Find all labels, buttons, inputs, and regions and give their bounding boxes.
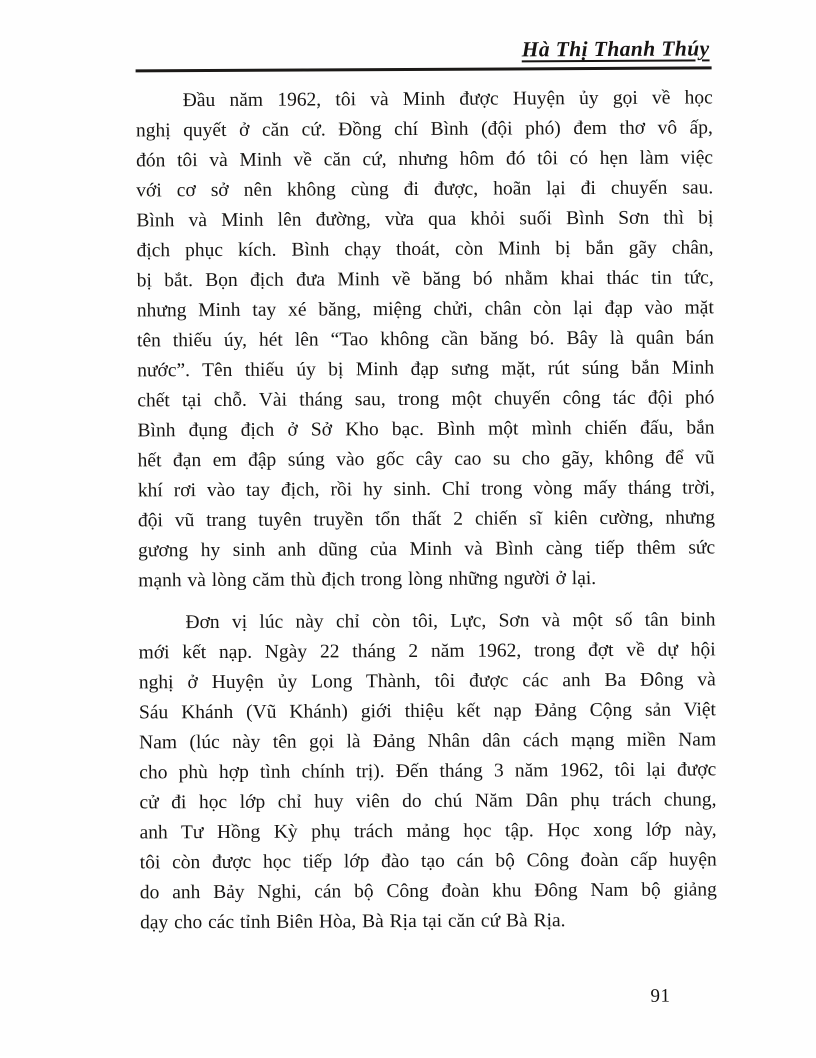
text-line: hết đạn em đập súng vào gốc cây cao su cho gãy, không để vũ <box>137 447 715 472</box>
text-line: gương hy sinh anh dũng của Minh và Bình càng tiếp thêm sức <box>138 537 716 562</box>
text-line: nhưng Minh tay xé băng, miệng chửi, chân còn lại đạp vào mặt <box>136 297 714 322</box>
paragraph <box>138 605 717 938</box>
text-line: khí rơi vào tay địch, rồi hy sinh. Chỉ trong vòng mấy tháng trời, <box>137 477 715 502</box>
text-line: nghị ở Huyện ủy Long Thành, tôi được các anh Ba Đông và <box>138 669 716 694</box>
text-line: tôi còn được học tiếp lớp đào tạo cán bộ Công đoàn cấp huyện <box>139 849 717 874</box>
running-head <box>135 36 711 72</box>
page-body <box>136 83 717 938</box>
text-line: Bình và Minh lên đường, vừa qua khỏi suối Bình Sơn thì bị <box>136 207 714 232</box>
text-line: chết tại chỗ. Vài tháng sau, trong một chuyến công tác đội phó <box>137 387 715 412</box>
text-line: với cơ sở nên không cùng đi được, hoãn lại đi chuyến sau. <box>136 177 714 202</box>
text-line: đón tôi và Minh về căn cứ, nhưng hôm đó tôi có hẹn làm việc <box>136 147 714 172</box>
text-line: Đầu năm 1962, tôi và Minh được Huyện ủy gọi về học <box>182 87 713 112</box>
text-line: mạnh và lòng căm thù địch trong lòng những người ở lại. <box>138 568 597 592</box>
text-line: nước”. Tên thiếu úy bị Minh đạp sưng mặt, rút súng bắn Minh <box>137 357 715 382</box>
text-line: mới kết nạp. Ngày 22 tháng 2 năm 1962, trong đợt về dự hội <box>138 639 716 664</box>
text-line: bị bắt. Bọn địch đưa Minh về băng bó nhằm khai thác tin tức, <box>136 267 714 292</box>
text-line: đội vũ trang tuyên truyền tổn thất 2 chiến sĩ kiên cường, nhưng <box>137 507 716 532</box>
text-line: do anh Bảy Nghi, cán bộ Công đoàn khu Đông Nam bộ giảng <box>139 879 717 904</box>
text-line: nghị quyết ở căn cứ. Đồng chí Bình (đội phó) đem thơ vô ấp, <box>135 117 713 142</box>
text-line: Bình đụng địch ở Sở Kho bạc. Bình một mình chiến đấu, bắn <box>137 417 715 442</box>
text-line: dạy cho các tỉnh Biên Hòa, Bà Rịa tại căn cứ Bà Rịa. <box>140 910 566 934</box>
text-line: cử đi học lớp chỉ huy viên do chú Năm Dân phụ trách chung, <box>139 789 717 814</box>
text-line: anh Tư Hồng Kỳ phụ trách mảng học tập. Học xong lớp này, <box>139 819 717 844</box>
page-number: 91 <box>650 985 671 1007</box>
paragraph <box>136 83 716 596</box>
text-line: tên thiếu úy, hét lên “Tao không cần băng bó. Bây là quân bán <box>136 327 715 352</box>
text-line: Đơn vị lúc này chỉ còn tôi, Lực, Sơn và một số tân binh <box>185 609 716 634</box>
running-head-author: Hà Thị Thanh Thúy <box>521 36 710 62</box>
text-line: Sáu Khánh (Vũ Khánh) giới thiệu kết nạp Đảng Cộng sản Việt <box>138 699 717 724</box>
text-line: cho phù hợp tình chính trị). Đến tháng 3 năm 1962, tôi lại được <box>139 759 717 784</box>
text-line: địch phục kích. Bình chạy thoát, còn Minh bị bắn gãy chân, <box>136 237 714 262</box>
text-line: Nam (lúc này tên gọi là Đảng Nhân dân cách mạng miền Nam <box>139 729 717 754</box>
